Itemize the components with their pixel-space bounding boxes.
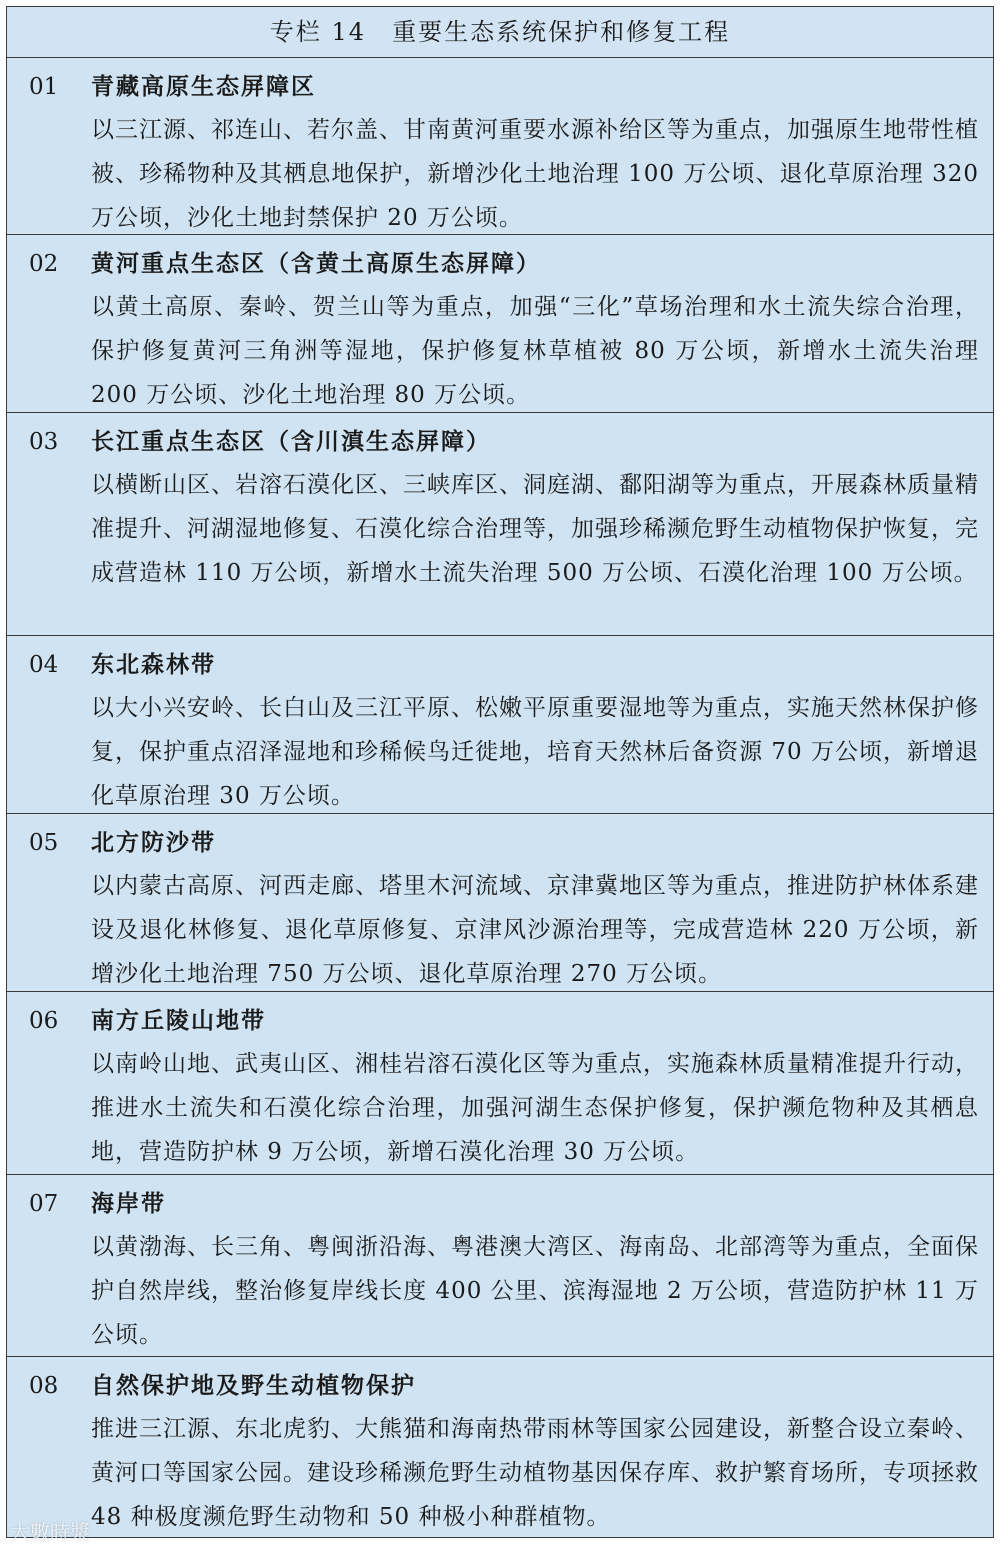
section-number: 07: [29, 1191, 59, 1217]
section-title: 长江重点生态区（含川滇生态屏障）: [91, 428, 491, 455]
section-06: [7, 992, 993, 1175]
section-body: 推进三江源、东北虎豹、大熊猫和海南热带雨林等国家公园建设，新整合设立秦岭、黄河口等国家公园。建设珍稀濒危野生动植物基因保存库、救护繁育场所，专项拯救 48 种极度濒危野生动物和 50 种极小种群植物。: [91, 1416, 979, 1530]
section-number: 04: [29, 652, 59, 678]
section-body: 以横断山区、岩溶石漠化区、三峡库区、洞庭湖、鄱阳湖等为重点，开展森林质量精准提升、河湖湿地修复、石漠化综合治理等，加强珍稀濒危野生动植物保护恢复，完成营造林 110 万公顷，新增水土流失治理 500 万公顷、石漠化治理 100 万公顷。: [91, 472, 979, 586]
section-title: 黄河重点生态区（含黄土高原生态屏障）: [91, 250, 541, 277]
section-03: [7, 413, 993, 636]
section-number: 03: [29, 429, 59, 455]
section-05: [7, 814, 993, 992]
section-body: 以黄土高原、秦岭、贺兰山等为重点，加强“三化”草场治理和水土流失综合治理，保护修复黄河三角洲等湿地，保护修复林草植被 80 万公顷，新增水土流失治理 200 万公顷、沙化土地治理 80 万公顷。: [91, 294, 979, 408]
section-title: 北方防沙带: [91, 829, 216, 856]
panel-title: 专栏 14 重要生态系统保护和修复工程: [7, 7, 993, 58]
section-02: [7, 235, 993, 413]
section-title: 自然保护地及野生动植物保护: [91, 1372, 416, 1399]
project-panel: [6, 6, 994, 1538]
section-title: 青藏高原生态屏障区: [91, 73, 316, 100]
section-body: 以三江源、祁连山、若尔盖、甘南黄河重要水源补给区等为重点，加强原生地带性植被、珍稀物种及其栖息地保护，新增沙化土地治理 100 万公顷、退化草原治理 320 万公顷，沙化土地封禁保护 20 万公顷。: [91, 117, 979, 231]
section-body: 以黄渤海、长三角、粤闽浙沿海、粤港澳大湾区、海南岛、北部湾等为重点，全面保护自然岸线，整治修复岸线长度 400 公里、滨海湿地 2 万公顷，营造防护林 11 万公顷。: [91, 1234, 979, 1348]
section-number: 05: [29, 830, 59, 856]
section-08: [7, 1357, 993, 1537]
section-07: [7, 1175, 993, 1357]
section-body: 以大小兴安岭、长白山及三江平原、松嫩平原重要湿地等为重点，实施天然林保护修复，保护重点沼泽湿地和珍稀候鸟迁徙地，培育天然林后备资源 70 万公顷，新增退化草原治理 30 万公顷。: [91, 695, 979, 809]
section-body: 以内蒙古高原、河西走廊、塔里木河流域、京津冀地区等为重点，推进防护林体系建设及退化林修复、退化草原修复、京津风沙源治理等，完成营造林 220 万公顷，新增沙化土地治理 750 万公顷、退化草原治理 270 万公顷。: [91, 873, 979, 987]
section-number: 06: [29, 1008, 59, 1034]
section-01: [7, 58, 993, 235]
section-title: 海岸带: [91, 1190, 166, 1217]
section-04: [7, 636, 993, 814]
section-title: 南方丘陵山地带: [91, 1007, 266, 1034]
watermark: 大數時漿: [10, 1520, 90, 1544]
section-number: 02: [29, 251, 59, 277]
section-number: 01: [29, 74, 59, 100]
section-body: 以南岭山地、武夷山区、湘桂岩溶石漠化区等为重点，实施森林质量精准提升行动，推进水土流失和石漠化综合治理，加强河湖生态保护修复，保护濒危物种及其栖息地，营造防护林 9 万公顷，新增石漠化治理 30 万公顷。: [91, 1051, 979, 1165]
section-number: 08: [29, 1373, 59, 1399]
section-title: 东北森林带: [91, 651, 216, 678]
